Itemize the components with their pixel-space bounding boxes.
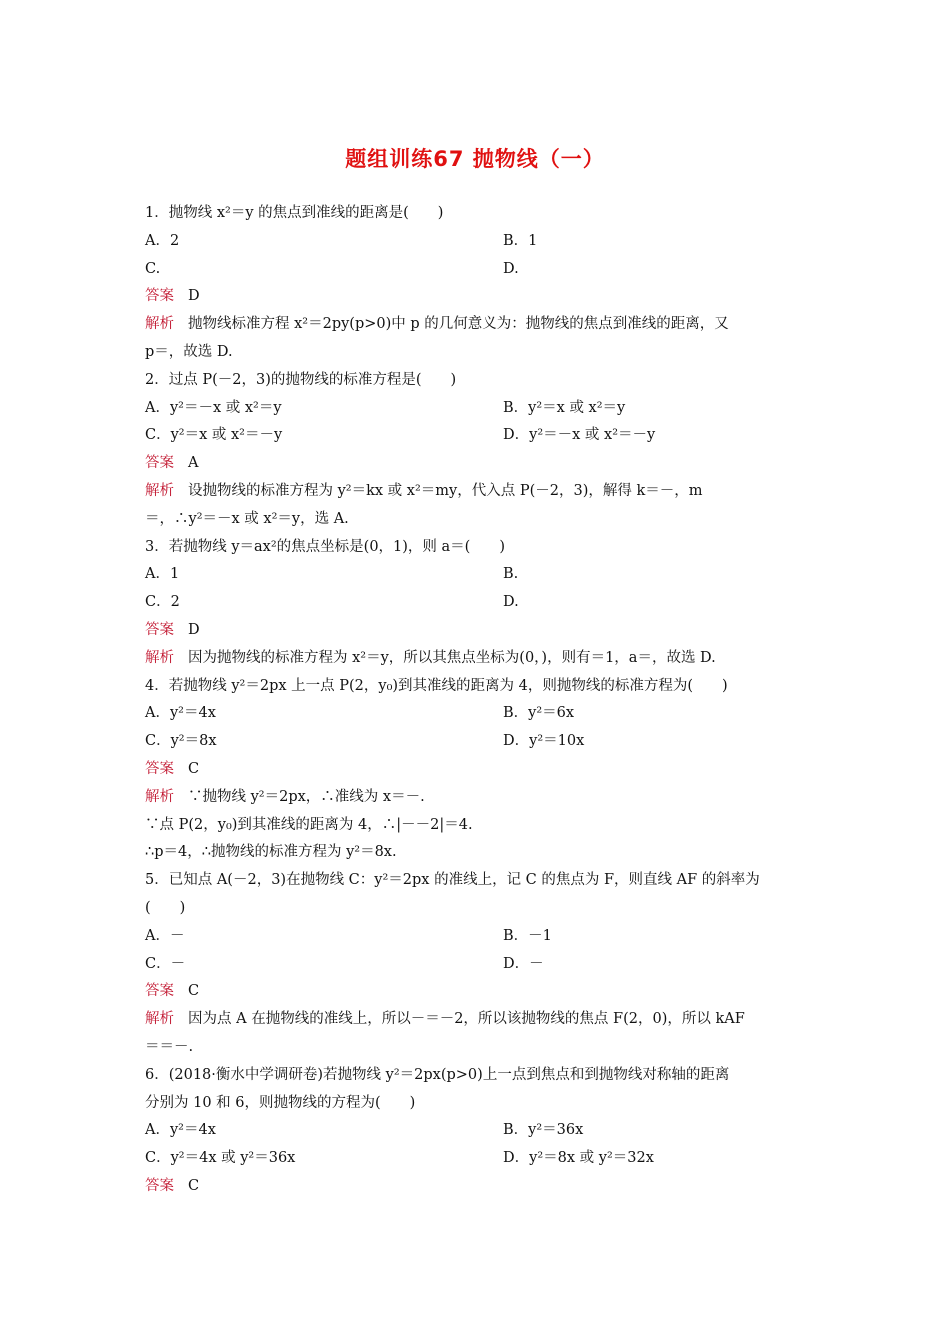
answer-label: 答案 <box>145 621 174 638</box>
question-3-options-cd <box>145 589 810 617</box>
option-b: B．y²＝x 或 x²＝y <box>503 399 626 416</box>
answer-label: 答案 <box>145 1177 174 1194</box>
question-6-options-ab <box>145 1117 810 1145</box>
option-a: A．y²＝4x <box>145 1122 216 1139</box>
question-6-answer <box>145 1173 810 1201</box>
option-c: C．y²＝x 或 x²＝－y <box>145 427 283 444</box>
question-6-stem-cont: 分别为 10 和 6，则抛物线的方程为( ) <box>145 1094 416 1111</box>
question-3-stem: 3．若抛物线 y＝ax²的焦点坐标是(0，1)，则 a＝( ) <box>145 538 505 555</box>
question-2-analysis-cont: ＝，∴y²＝－x 或 x²＝y，选 A. <box>145 510 349 527</box>
question-4-analysis-cont: ∴p＝4，∴抛物线的标准方程为 y²＝8x. <box>145 844 397 861</box>
question-5-answer <box>145 978 810 1006</box>
option-b: B．y²＝6x <box>503 705 575 722</box>
question-2-stem: 2．过点 P(－2，3)的抛物线的标准方程是( ) <box>145 371 457 388</box>
question-6-options-cd <box>145 1145 810 1173</box>
option-b: B．－1 <box>503 927 552 944</box>
option-b: B．y²＝36x <box>503 1122 584 1139</box>
analysis-text: 设抛物线的标准方程为 y²＝kx 或 x²＝my，代入点 P(－2，3)，解得 k＝－，m <box>188 482 703 499</box>
question-1-stem: 1．抛物线 x²＝y 的焦点到准线的距离是( ) <box>145 205 444 221</box>
answer-value: A <box>188 455 199 472</box>
option-c: C．－ <box>145 955 186 972</box>
question-1-options-ab <box>145 228 810 256</box>
option-b: B．1 <box>503 232 538 249</box>
option-a: A．y²＝－x 或 x²＝y <box>145 399 282 416</box>
answer-value: C <box>188 760 200 777</box>
option-c: C．2 <box>145 594 180 611</box>
question-5-options-ab <box>145 923 810 951</box>
question-1-options-cd <box>145 256 810 284</box>
question-1-answer <box>145 283 810 311</box>
question-6-stem: 6．(2018·衡水中学调研卷)若抛物线 y²＝2px(p>0)上一点到焦点和到抛物线对称轴的距离 <box>145 1066 730 1083</box>
question-5-stem-cont: ( ) <box>145 899 186 916</box>
question-4-analysis <box>145 784 810 812</box>
question-3-analysis <box>145 645 810 673</box>
question-3-answer <box>145 617 810 645</box>
question-2-analysis <box>145 478 810 506</box>
option-d: D．y²＝10x <box>503 733 585 750</box>
question-1-analysis <box>145 311 810 339</box>
question-5-options-cd <box>145 951 810 979</box>
analysis-text: 因为抛物线的标准方程为 x²＝y，所以其焦点坐标为(0，)，则有＝1，a＝，故选 D. <box>188 649 716 666</box>
analysis-text: 抛物线标准方程 x²＝2py(p>0)中 p 的几何意义为：抛物线的焦点到准线的距离，又 <box>188 316 729 333</box>
analysis-text: 因为点 A 在抛物线的准线上，所以－＝－2，所以该抛物线的焦点 F(2，0)，所以 kAF <box>188 1011 745 1028</box>
question-5-analysis-cont: ＝＝－. <box>145 1038 194 1055</box>
option-c: C. <box>145 260 161 277</box>
answer-value: C <box>188 1177 200 1194</box>
question-1-analysis-cont: p＝，故选 D. <box>145 343 233 360</box>
option-d: D．y²＝－x 或 x²＝－y <box>503 427 656 444</box>
answer-value: D <box>188 621 200 638</box>
page-title: 题组训练67 抛物线（一） <box>345 147 605 171</box>
option-a: A．y²＝4x <box>145 705 216 722</box>
answer-value: D <box>188 288 200 305</box>
option-a: A．－ <box>145 927 185 944</box>
option-d: D. <box>503 260 519 277</box>
analysis-text: ∵抛物线 y²＝2px，∴准线为 x＝－. <box>188 788 425 805</box>
question-2-options-ab <box>145 395 810 423</box>
question-4-analysis-cont: ∵点 P(2，y₀)到其准线的距离为 4，∴|－－2|＝4. <box>145 816 473 833</box>
analysis-label: 解析 <box>145 1011 174 1028</box>
question-2-answer <box>145 450 810 478</box>
answer-label: 答案 <box>145 455 174 472</box>
question-4-options-cd <box>145 728 810 756</box>
answer-label: 答案 <box>145 288 174 305</box>
analysis-label: 解析 <box>145 649 174 666</box>
analysis-label: 解析 <box>145 316 174 333</box>
option-a: A．1 <box>145 566 180 583</box>
option-c: C．y²＝4x 或 y²＝36x <box>145 1150 296 1167</box>
question-2-options-cd <box>145 422 810 450</box>
answer-label: 答案 <box>145 760 174 777</box>
question-3-options-ab <box>145 561 810 589</box>
option-d: D. <box>503 594 519 611</box>
question-list <box>145 200 810 1201</box>
option-a: A．2 <box>145 232 180 249</box>
question-5-stem: 5．已知点 A(－2，3)在抛物线 C：y²＝2px 的准线上，记 C 的焦点为 F，则直线 AF 的斜率为 <box>145 872 760 889</box>
option-d: D．y²＝8x 或 y²＝32x <box>503 1150 654 1167</box>
answer-value: C <box>188 983 200 1000</box>
analysis-label: 解析 <box>145 788 174 805</box>
option-c: C．y²＝8x <box>145 733 217 750</box>
question-4-options-ab <box>145 700 810 728</box>
analysis-label: 解析 <box>145 482 174 499</box>
option-d: D．－ <box>503 955 544 972</box>
question-4-answer <box>145 756 810 784</box>
question-5-analysis <box>145 1006 810 1034</box>
answer-label: 答案 <box>145 983 174 1000</box>
option-b: B. <box>503 566 519 583</box>
question-4-stem: 4．若抛物线 y²＝2px 上一点 P(2，y₀)到其准线的距离为 4，则抛物线的标准方程为( ) <box>145 677 728 694</box>
